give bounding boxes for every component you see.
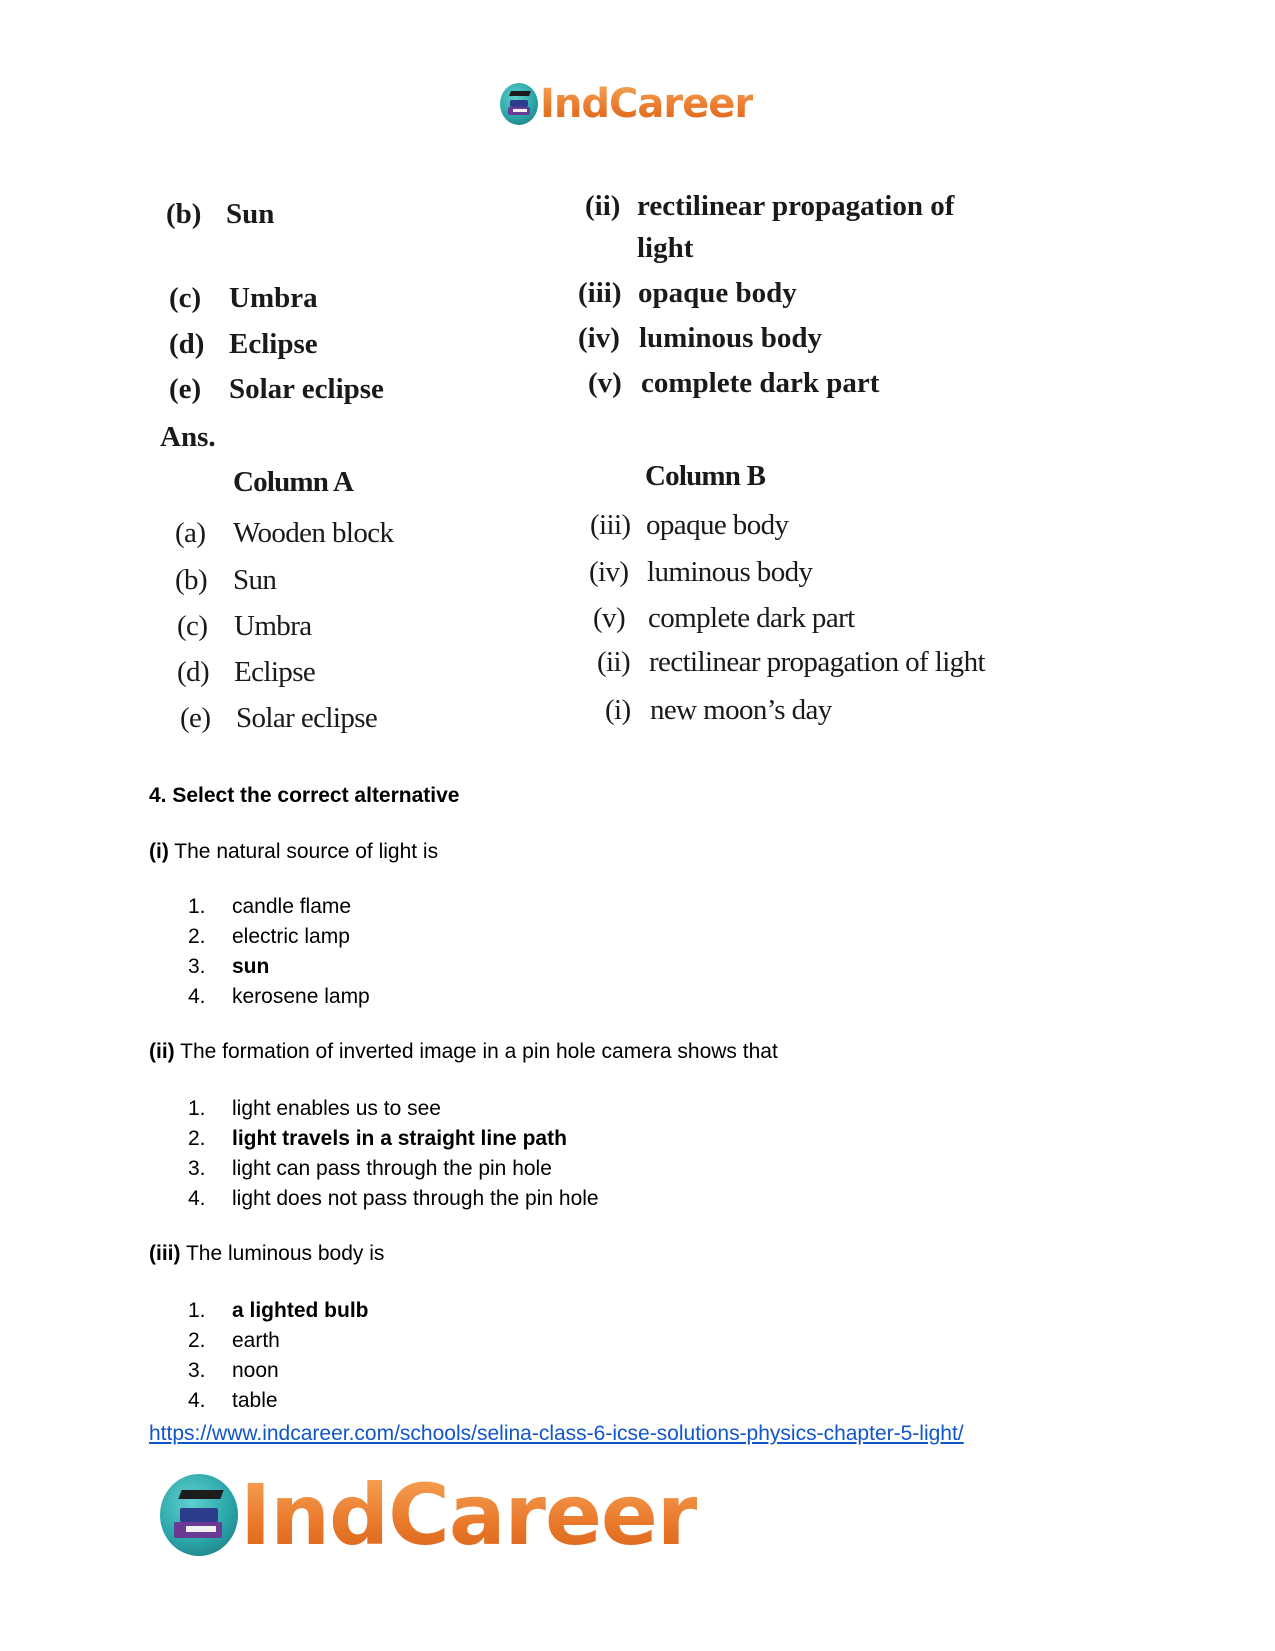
option-item: 2. earth bbox=[188, 1329, 280, 1352]
option-item: 4. table bbox=[188, 1389, 278, 1412]
column-a-row: (d) Eclipse bbox=[169, 328, 318, 360]
answer-row-a: (d) Eclipse bbox=[177, 656, 316, 688]
column-a-row: (b) Sun bbox=[166, 198, 275, 230]
answer-row-b: (iii) opaque body bbox=[590, 509, 789, 541]
option-item-correct: 1. a lighted bulb bbox=[188, 1299, 369, 1322]
option-item: 4. light does not pass through the pin hole bbox=[188, 1187, 599, 1210]
option-item: 2. electric lamp bbox=[188, 925, 350, 948]
option-item-correct: 3. sun bbox=[188, 955, 270, 978]
answer-row-a: (c) Umbra bbox=[177, 610, 312, 642]
column-b-row: (iv) luminous body bbox=[578, 322, 822, 354]
logo-wordmark: IndCareer bbox=[540, 81, 754, 127]
answer-row-a: (b) Sun bbox=[175, 564, 277, 596]
option-item: 3. noon bbox=[188, 1359, 279, 1382]
answer-row-b: (i) new moon’s day bbox=[605, 694, 832, 726]
option-item: 3. light can pass through the pin hole bbox=[188, 1157, 552, 1180]
column-b-row: (ii) rectilinear propagation of bbox=[585, 190, 955, 222]
question-i: (i) The natural source of light is bbox=[149, 840, 439, 863]
source-link[interactable]: https://www.indcareer.com/schools/selina-class-6-icse-solutions-physics-chapter-5-light/ bbox=[149, 1422, 964, 1445]
column-b-row: (v) complete dark part bbox=[588, 367, 880, 399]
column-b-row-continuation: light bbox=[637, 232, 694, 264]
option-item-correct: 2. light travels in a straight line path bbox=[188, 1127, 567, 1150]
answer-label: Ans. bbox=[160, 421, 216, 453]
question-iii: (iii) The luminous body is bbox=[149, 1242, 385, 1265]
question-ii: (ii) The formation of inverted image in a pin hole camera shows that bbox=[149, 1040, 778, 1063]
footer-logo bbox=[160, 1466, 698, 1564]
answer-row-b: (v) complete dark part bbox=[593, 602, 855, 634]
answer-row-b: (ii) rectilinear propagation of light bbox=[597, 646, 985, 678]
logo-wordmark: IndCareer bbox=[240, 1466, 698, 1564]
column-b-row: (iii) opaque body bbox=[578, 277, 797, 309]
graduation-cap-books-emblem-icon bbox=[160, 1474, 238, 1556]
column-b-header: Column B bbox=[645, 460, 766, 492]
answer-row-a: (e) Solar eclipse bbox=[180, 702, 378, 734]
graduation-cap-books-emblem-icon bbox=[500, 83, 538, 125]
column-a-row: (e) Solar eclipse bbox=[169, 373, 384, 405]
answer-row-a: (a) Wooden block bbox=[175, 517, 394, 549]
section-heading: 4. Select the correct alternative bbox=[149, 784, 460, 807]
option-item: 1. light enables us to see bbox=[188, 1097, 441, 1120]
column-a-header: Column A bbox=[233, 466, 354, 498]
header-logo bbox=[500, 82, 753, 126]
column-a-row: (c) Umbra bbox=[169, 282, 318, 314]
answer-row-b: (iv) luminous body bbox=[589, 556, 813, 588]
option-item: 1. candle flame bbox=[188, 895, 352, 918]
option-item: 4. kerosene lamp bbox=[188, 985, 370, 1008]
